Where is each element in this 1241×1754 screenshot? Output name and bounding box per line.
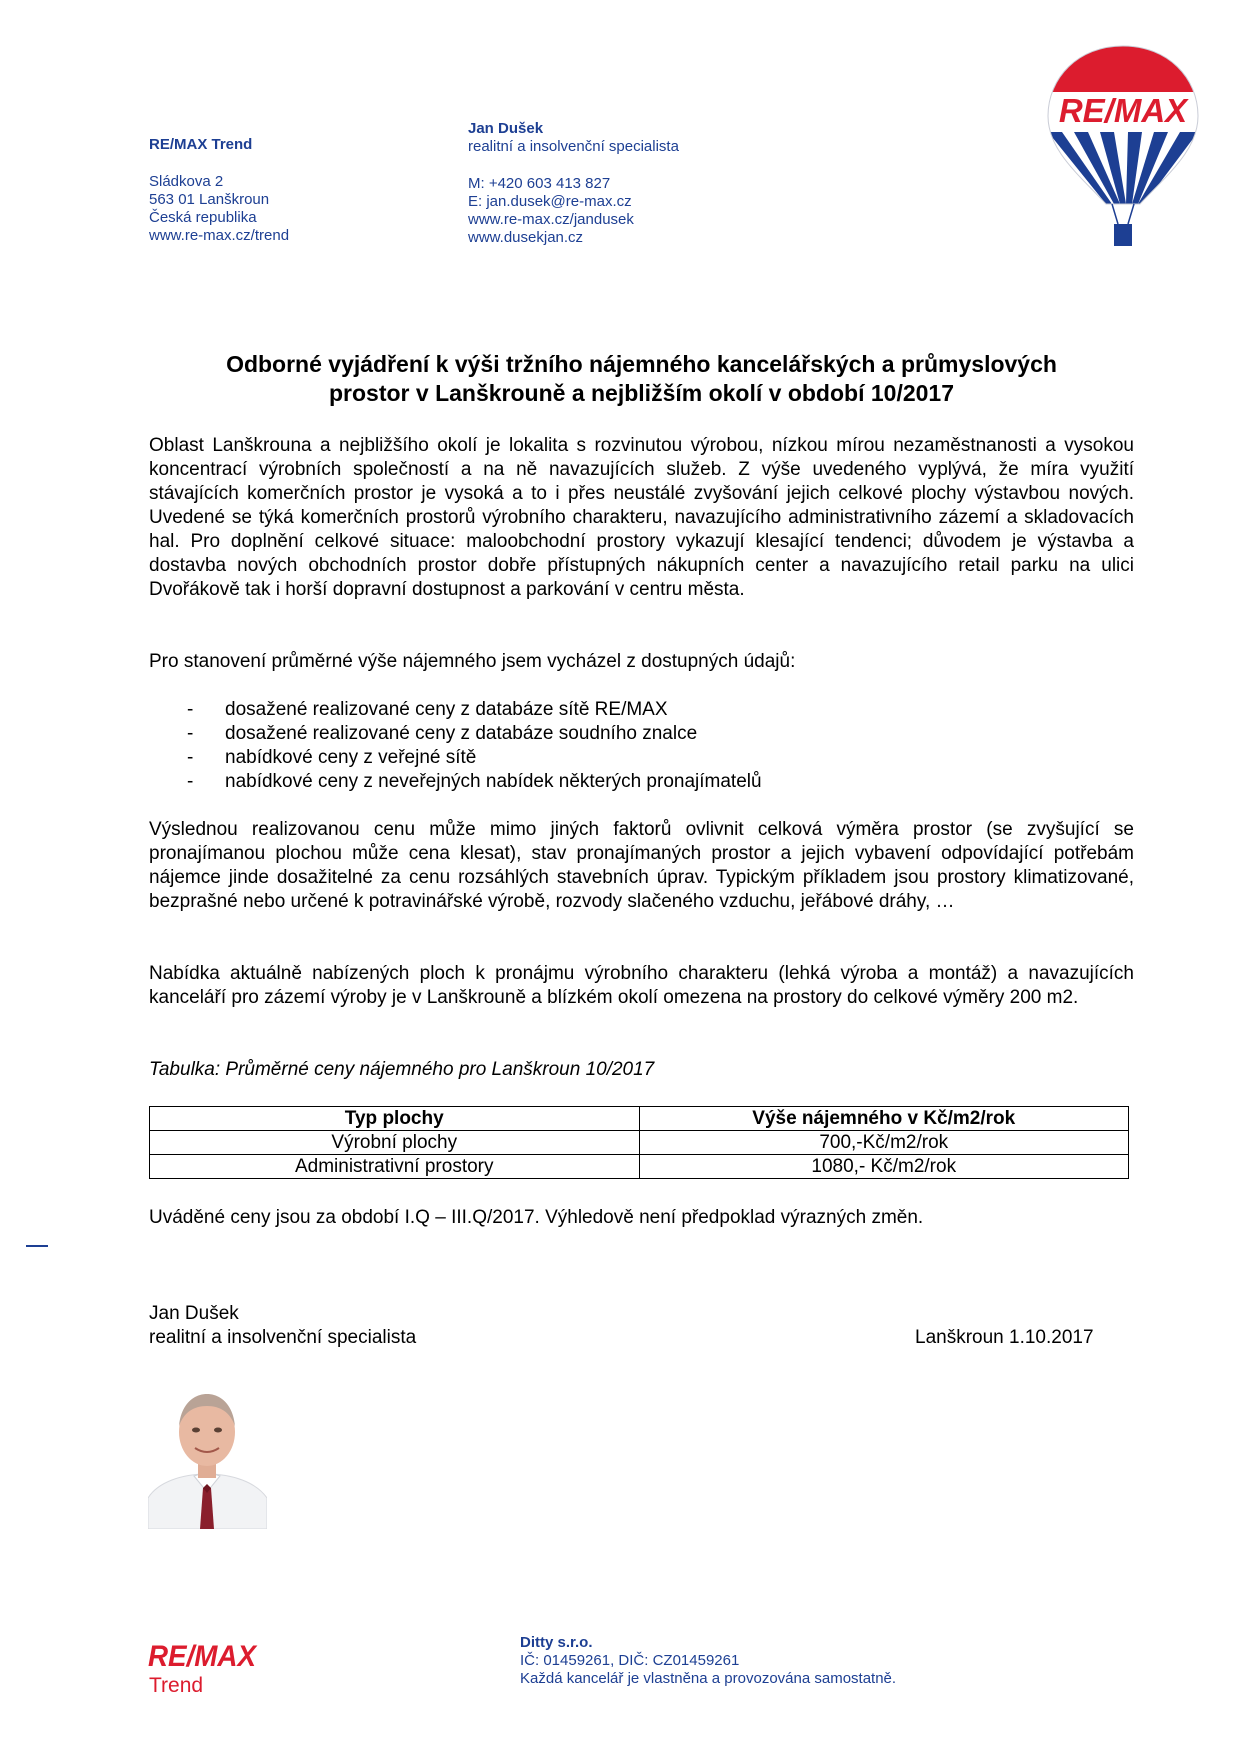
- table-header-cell: Typ plochy: [150, 1107, 640, 1131]
- table-header-cell: Výše nájemného v Kč/m2/rok: [639, 1107, 1129, 1131]
- agent-website[interactable]: www.re-max.cz/jandusek: [468, 211, 634, 228]
- list-marker: -: [187, 723, 194, 744]
- table-cell: Administrativní prostory: [150, 1155, 640, 1179]
- list-item-text: nabídkové ceny z neveřejných nabídek některých pronajímatelů: [225, 771, 762, 792]
- list-item-text: nabídkové ceny z veřejné sítě: [225, 747, 477, 768]
- list-marker: -: [187, 747, 194, 768]
- agent-role: realitní a insolvenční specialista: [468, 138, 679, 155]
- agency-address-line: Sládkova 2: [149, 173, 224, 190]
- list-item: [149, 698, 1134, 722]
- table-row: [150, 1131, 1129, 1155]
- agent-phone[interactable]: M: +420 603 413 827: [468, 175, 611, 192]
- company-info: [520, 1634, 896, 1688]
- list-item-text: dosažené realizované ceny z databáze sítě RE/MAX: [225, 699, 668, 720]
- list-item-text: dosažené realizované ceny z databáze soudního znalce: [225, 723, 698, 744]
- company-ids: IČ: 01459261, DIČ: CZ01459261: [520, 1652, 740, 1669]
- table-caption: Tabulka: Průměrné ceny nájemného pro Lanškroun 10/2017: [149, 1059, 655, 1080]
- list-marker: -: [187, 699, 194, 720]
- balloon-logo-text: RE/MAX: [1058, 92, 1188, 129]
- paragraph-offer: Nabídka aktuálně nabízených ploch k pronájmu výrobního charakteru (lehká výroba a montáž) a navazujících kanceláří pro zázemí výroby je v Lanškrouně a blízkém okolí omezena na prostory do celkové výměry 200 m2.: [149, 963, 1134, 1008]
- agency-address-line: Česká republika: [149, 209, 257, 226]
- signature-block: [149, 1302, 416, 1350]
- paragraph-sources: Pro stanovení průměrné výše nájemného jsem vycházel z dostupných údajů:: [149, 651, 796, 672]
- rent-table: [149, 1106, 1129, 1179]
- table-header-row: [150, 1107, 1129, 1131]
- table-cell: 1080,- Kč/m2/rok: [639, 1155, 1129, 1179]
- company-note: Každá kancelář je vlastněna a provozována samostatně.: [520, 1670, 897, 1687]
- document-title-line: prostor v Lanškrouně a nejbližším okolí v období 10/2017: [329, 380, 954, 406]
- list-item: [149, 746, 1134, 770]
- remax-trend-logo: [148, 1636, 258, 1696]
- agency-name: RE/MAX Trend: [149, 136, 253, 153]
- list-item: [149, 722, 1134, 746]
- agency-website[interactable]: www.re-max.cz/trend: [149, 227, 290, 244]
- agent-email[interactable]: E: jan.dusek@re-max.cz: [468, 193, 632, 210]
- agent-website[interactable]: www.dusekjan.cz: [468, 229, 584, 246]
- document-title-line: Odborné vyjádření k výši tržního nájemného kancelářských a průmyslových: [226, 351, 1057, 377]
- agency-block: [149, 136, 289, 245]
- signature-name: Jan Dušek: [149, 1303, 239, 1324]
- list-marker: -: [187, 771, 194, 792]
- margin-marker: [26, 1245, 48, 1247]
- table-cell: 700,-Kč/m2/rok: [639, 1131, 1129, 1155]
- table-row: [150, 1155, 1129, 1179]
- sources-list: [149, 698, 1134, 794]
- footer-logo-text: RE/MAX: [148, 1640, 258, 1673]
- agent-name: Jan Dušek: [468, 120, 544, 137]
- table-cell: Výrobní plochy: [150, 1131, 640, 1155]
- agent-block: [468, 120, 679, 247]
- remax-balloon-logo: [1044, 42, 1202, 252]
- agent-photo: [148, 1380, 267, 1529]
- paragraph-factors: Výslednou realizovanou cenu může mimo jiných faktorů ovlivnit celková výměra prostor (se zvyšující se pronajímanou plochou může cena klesat), stav pronajímaných prostor a jejich vybavení odpovídající potřebám nájemce jinde dosažitelné za cenu rozsáhlých stavebních úprav. Typickým příkladem jsou prostory klimatizované, bezprašné nebo určené k potravinářské výrobě, rozvody slačeného vzduchu, jeřábové dráhy, …: [149, 819, 1134, 912]
- place-date: Lanškroun 1.10.2017: [915, 1327, 1094, 1348]
- document-title: [149, 350, 1134, 408]
- agency-address-line: 563 01 Lanškroun: [149, 191, 270, 208]
- list-item: [149, 770, 1134, 794]
- paragraph-intro: Oblast Lanškrouna a nejbližšího okolí je lokalita s rozvinutou výrobou, nízkou mírou nezaměstnanosti a vysokou koncentrací výrobních společností a na ně navazujících služeb. Z výše uvedeného vyplývá, že míra využití stávajících komerčních prostor je vysoká a to i přes neustálé zvyšování jejich celkové plochy výstavbou nových. Uvedené se týká komerčních prostorů výrobního charakteru, navazujícího administrativního zázemí a skladovacích hal. Pro doplnění celkové situace: maloobchodní prostory vykazují klesající tendenci; důvodem je výstavba a dostavba nových obchodních prostor dobře přístupných nákupních center a navazujícího retail parku na ulici Dvořákově tak i horší dopravní dostupnost a parkování v centru města.: [149, 435, 1134, 600]
- signature-role: realitní a insolvenční specialista: [149, 1327, 417, 1348]
- paragraph-period-note: Uváděné ceny jsou za období I.Q – III.Q/2017. Výhledově není předpoklad výrazných změn.: [149, 1207, 924, 1228]
- footer-logo-subtext: Trend: [149, 1674, 204, 1696]
- company-name: Ditty s.r.o.: [520, 1634, 593, 1651]
